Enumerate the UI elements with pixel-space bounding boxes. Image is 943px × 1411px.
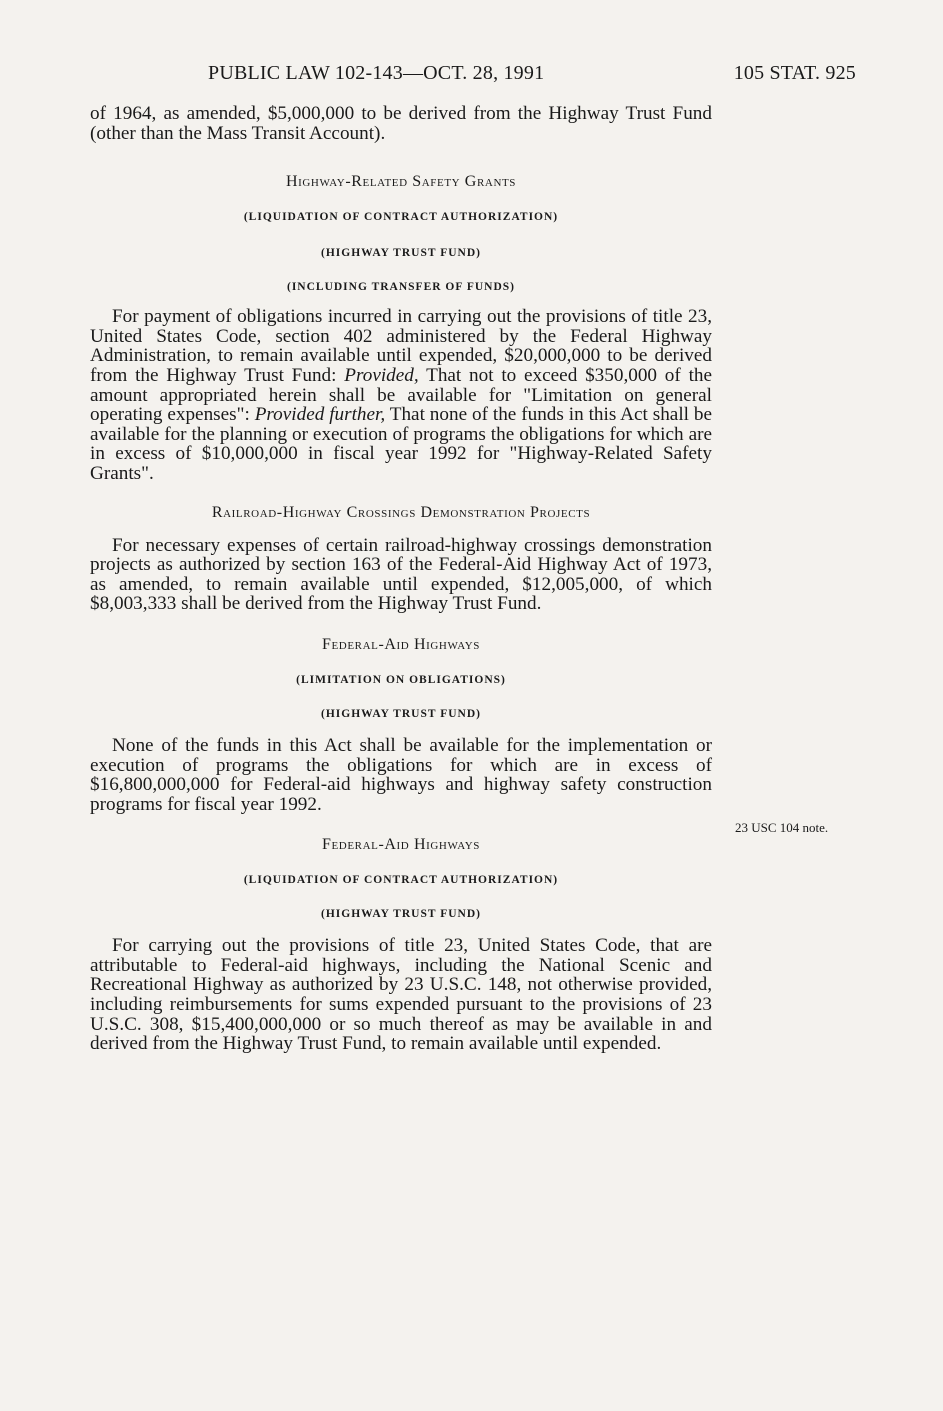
railroad-crossings-paragraph: For necessary expenses of certain railroad-highway crossings demonstration projects as authorized by section 163 of the Federal-Aid Highway Act of 1973, as amended, to remain available until expended, $12,005,000, of which $8,003,333 shall be derived from the Highway Trust Fund. [90,534,712,615]
header-title: PUBLIC LAW 102-143—OCT. 28, 1991 [208,62,545,84]
proviso-1: Provided, [344,364,419,386]
safety-grants-text-b: That not to exceed $350,000 of the amount appropriated herein shall be available for "Limitation on general operating expenses": [90,364,713,426]
subheading-transfer-of-funds: (INCLUDING TRANSFER OF FUNDS) [286,281,516,294]
document-body [90,104,712,1054]
intro-paragraph: of 1964, as amended, $5,000,000 to be derived from the Highway Trust Fund (other than the Mass Transit Account). [90,103,712,144]
federal-aid-liquidation-paragraph: For carrying out the provisions of title 23, United States Code, that are attributable to Federal-aid highways, including the National Scenic and Recreational Highway as authorized by 23 U.S.C. 148, not otherwise provided, including reimbursements for sums expended pursuant to the provisions of 23 U.S.C. 308, $15,400,000,000 or so much thereof as may be available in and derived from the Highway Trust Fund, to remain available until expended. [90,935,712,1055]
safety-grants-text-a: For payment of obligations incurred in carrying out the provisions of title 23, United States Code, section 402 administered by the Federal Highway Administration, to remain available until expended, $20,000,000 to be derived from the Highway Trust Fund: [90,306,712,386]
header-stat-citation: 105 STAT. 925 [733,62,856,84]
federal-aid-limitation-paragraph: None of the funds in this Act shall be available for the implementation or execution of programs the obligations for which are in excess of $16,800,000,000 for Federal-aid highways and highway safety construction programs for fiscal year 1992. [90,734,712,815]
subheading-limitation-on-obligations: (LIMITATION ON OBLIGATIONS) [296,673,506,686]
section-heading-federal-aid-limitation: Federal-Aid Highways [321,635,481,653]
subheading-highway-trust-fund-3: (HIGHWAY TRUST FUND) [321,908,481,921]
subheading-highway-trust-fund: (HIGHWAY TRUST FUND) [321,247,481,260]
proviso-2: Provided further, [254,404,386,426]
section-heading-railroad-crossings: Railroad-Highway Crossings Demonstration Projects [211,503,591,521]
page-header [0,62,943,92]
subheading-liquidation-2: (LIQUIDATION OF CONTRACT AUTHORIZATION) [243,874,559,887]
subheading-liquidation: (LIQUIDATION OF CONTRACT AUTHORIZATION) [243,211,559,224]
section-heading-safety-grants: Highway-Related Safety Grants [285,173,517,191]
subheading-highway-trust-fund-2: (HIGHWAY TRUST FUND) [321,707,481,720]
safety-grants-paragraph [90,307,712,483]
section-heading-federal-aid-liquidation: Federal-Aid Highways [321,836,481,854]
safety-grants-text-c: That none of the funds in this Act shall be available for the planning or execution of programs the obligations for which are in excess of $10,000,000 in fiscal year 1992 for "Highway-Related Safety Grants". [90,404,712,484]
marginal-note: 23 USC 104 note. [735,820,829,835]
